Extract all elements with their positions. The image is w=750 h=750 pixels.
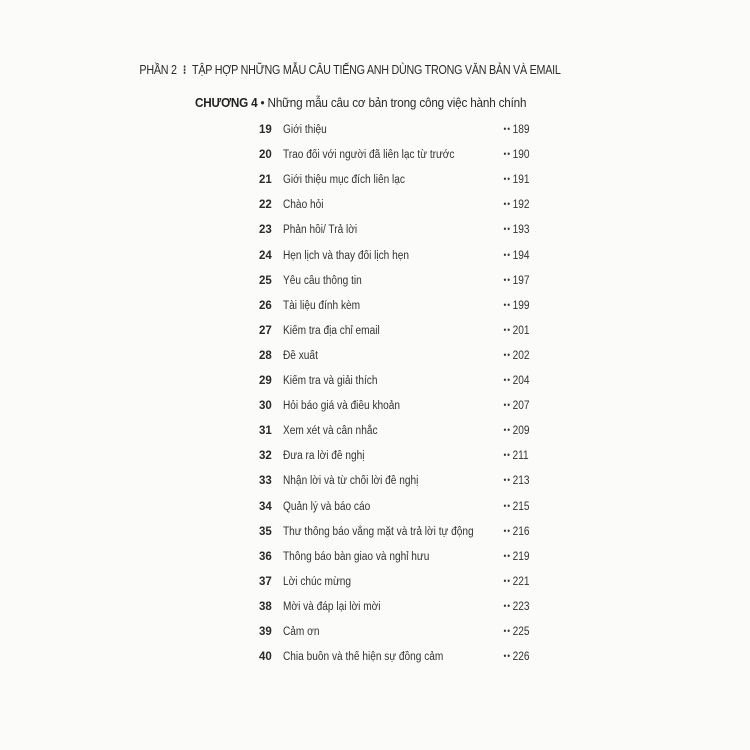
entry-page	[503, 551, 529, 563]
toc-entry[interactable]	[250, 450, 532, 468]
chapter-heading	[195, 95, 526, 110]
toc-entry[interactable]	[250, 250, 532, 268]
leader-dots: ••	[503, 149, 511, 160]
entry-number: 31	[259, 425, 272, 438]
entry-page	[503, 400, 529, 412]
toc-entry[interactable]	[250, 174, 532, 192]
toc-entry[interactable]	[250, 199, 532, 217]
leader-dots: ••	[503, 575, 511, 586]
toc-entry[interactable]	[250, 224, 532, 242]
entry-title: Trao đổi với người đã liên lạc từ trước	[283, 149, 455, 162]
toc-entry[interactable]	[250, 551, 532, 569]
page-number: 192	[512, 199, 529, 212]
entry-number: 29	[259, 375, 272, 387]
entry-number: 35	[259, 525, 272, 538]
entry-page	[503, 149, 529, 161]
toc-entry[interactable]	[250, 400, 532, 418]
part-heading	[49, 62, 651, 77]
entry-page	[503, 375, 529, 387]
toc-entry[interactable]	[250, 325, 532, 343]
toc-entry[interactable]	[250, 475, 532, 493]
entry-title: Giới thiệu mục đích liên lạc	[283, 174, 405, 187]
page-number: 226	[512, 651, 529, 664]
entry-title: Hẹn lịch và thay đổi lịch hẹn	[283, 249, 410, 262]
entry-number: 20	[259, 149, 272, 162]
entry-page	[503, 601, 529, 613]
entry-title: Xem xét và cân nhắc	[283, 425, 378, 438]
toc-entry[interactable]	[250, 300, 532, 318]
leader-dots: ••	[503, 600, 511, 611]
entry-number: 33	[259, 475, 272, 488]
entry-page	[503, 576, 529, 588]
toc-entry[interactable]	[250, 601, 532, 619]
entry-number: 25	[259, 274, 272, 287]
entry-number: 40	[259, 651, 272, 664]
entry-page	[503, 350, 529, 362]
entry-number: 28	[259, 349, 272, 362]
entry-number: 22	[259, 199, 272, 212]
page-number: 213	[512, 475, 529, 488]
leader-dots: ••	[503, 199, 511, 210]
leader-dots: ••	[503, 425, 511, 436]
entry-number: 24	[259, 249, 272, 262]
entry-title: Thông báo bàn giao và nghỉ hưu	[283, 550, 430, 563]
entry-title: Tài liệu đính kèm	[283, 299, 361, 312]
entry-number: 19	[259, 124, 272, 136]
entry-title: Chào hỏi	[283, 199, 324, 212]
page-number: 190	[512, 149, 529, 162]
toc-entry[interactable]	[250, 149, 532, 167]
toc-entry[interactable]	[250, 425, 532, 443]
page-number: 215	[512, 500, 529, 513]
chapter-title: Những mẫu câu cơ bản trong công việc hành chính	[267, 95, 527, 110]
entry-page	[503, 199, 529, 211]
toc-entry[interactable]	[250, 124, 532, 142]
entry-number: 27	[259, 324, 272, 337]
leader-dots: ••	[503, 450, 512, 461]
entry-title: Lời chúc mừng	[283, 575, 351, 588]
leader-dots: ••	[503, 400, 511, 411]
entry-page	[503, 300, 529, 312]
entry-number: 39	[259, 626, 272, 638]
entry-page	[503, 475, 529, 487]
page-number: 216	[512, 525, 529, 538]
entry-page	[503, 124, 529, 136]
leader-dots: ••	[503, 274, 511, 285]
entry-title: Đưa ra lời đề nghị	[283, 450, 365, 463]
toc-entry[interactable]	[250, 375, 532, 393]
toc-entry[interactable]	[250, 626, 532, 644]
entry-number: 34	[259, 500, 272, 513]
entry-number: 30	[259, 400, 272, 413]
entry-page	[503, 526, 529, 538]
part-title: TẬP HỢP NHỮNG MẪU CÂU TIẾNG ANH DÙNG TRONG VĂN BẢN VÀ EMAIL	[192, 63, 561, 77]
entry-title: Giới thiệu	[283, 124, 327, 136]
leader-dots: ••	[503, 626, 511, 636]
page-number: 223	[512, 600, 529, 613]
entry-page	[503, 626, 529, 638]
entry-page	[503, 651, 529, 663]
entry-page	[503, 174, 529, 186]
entry-title: Hỏi báo giá và điều khoản	[283, 400, 401, 413]
entry-page	[503, 425, 529, 437]
entry-title: Quản lý và báo cáo	[283, 500, 371, 513]
leader-dots: ••	[503, 550, 511, 561]
entry-number: 37	[259, 575, 272, 588]
toc-entry[interactable]	[250, 526, 532, 544]
page-number: 225	[512, 626, 529, 638]
page-number: 193	[512, 224, 529, 237]
entry-title: Kiểm tra địa chỉ email	[283, 324, 380, 337]
page-number: 202	[512, 349, 529, 362]
page-number: 209	[512, 425, 529, 438]
toc-entry[interactable]	[250, 576, 532, 594]
page-number: 207	[512, 400, 529, 413]
entry-title: Nhận lời và từ chối lời đề nghị	[283, 475, 419, 488]
leader-dots: ••	[503, 500, 511, 511]
entry-title: Cảm ơn	[283, 626, 320, 638]
entry-title: Thư thông báo vắng mặt và trả lời tự động	[283, 525, 474, 538]
entry-number: 21	[259, 174, 272, 187]
entry-page	[503, 250, 529, 262]
page-number: 199	[512, 299, 529, 312]
page-number: 219	[512, 550, 529, 563]
page-number: 221	[512, 575, 529, 588]
page-number: 194	[512, 249, 529, 262]
entry-page	[503, 501, 529, 513]
page-number: 204	[512, 375, 529, 387]
leader-dots: ••	[503, 375, 511, 385]
toc-entry[interactable]	[250, 275, 532, 293]
entry-number: 26	[259, 299, 272, 312]
part-label: PHẦN 2	[139, 63, 177, 77]
entry-number: 36	[259, 550, 272, 563]
chapter-separator: •	[260, 95, 265, 110]
entry-number: 23	[259, 224, 272, 237]
toc-entry[interactable]	[250, 350, 532, 368]
leader-dots: ••	[503, 525, 511, 536]
leader-dots: ••	[503, 224, 511, 235]
leader-dots: ••	[503, 174, 511, 185]
entry-page	[503, 325, 529, 337]
leader-dots: ••	[503, 475, 511, 486]
entry-page	[503, 275, 529, 287]
leader-dots: ••	[503, 349, 511, 360]
page-number: 191	[512, 174, 529, 187]
leader-dots: ••	[503, 124, 511, 134]
leader-dots: ••	[503, 651, 511, 662]
page-number: 197	[512, 274, 529, 287]
entry-title: Mời và đáp lại lời mời	[283, 600, 381, 613]
page-number: 189	[512, 124, 529, 136]
entry-number: 32	[259, 450, 272, 463]
toc-entry[interactable]	[250, 651, 532, 669]
entry-page	[504, 450, 529, 462]
leader-dots: ••	[503, 249, 511, 260]
page-number: 211	[512, 450, 529, 463]
part-separator: ⁝	[182, 63, 187, 77]
toc-entry[interactable]	[250, 501, 532, 519]
entry-title: Phản hồi/ Trả lời	[283, 224, 358, 237]
entry-number: 38	[259, 600, 272, 613]
chapter-label: CHƯƠNG 4	[195, 95, 258, 110]
entry-title: Kiểm tra và giải thích	[283, 375, 378, 387]
entry-title: Chia buồn và thể hiện sự đồng cảm	[283, 651, 444, 664]
leader-dots: ••	[503, 324, 511, 335]
entry-title: Yêu cầu thông tin	[283, 274, 362, 287]
leader-dots: ••	[503, 299, 511, 310]
entry-title: Đề xuất	[283, 349, 318, 362]
entry-page	[503, 224, 529, 236]
page-number: 201	[512, 324, 529, 337]
